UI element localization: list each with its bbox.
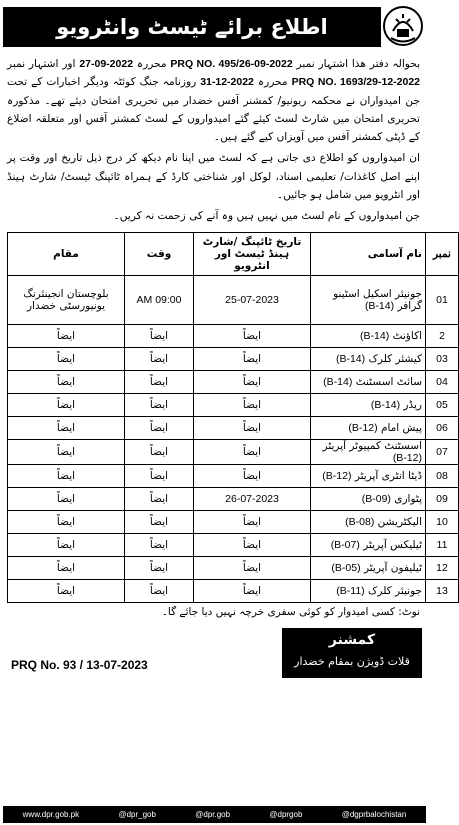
header-no: نمبر	[426, 232, 459, 275]
cell-no: 12	[426, 556, 459, 579]
cell-name	[311, 416, 426, 439]
cell-name	[311, 556, 426, 579]
cell-no: 01	[426, 275, 459, 324]
cell-venue: ایضاً	[8, 487, 125, 510]
cell-date: ایضاً	[194, 393, 311, 416]
cell-time: ایضاً	[125, 416, 194, 439]
post-grade: (B-12)	[392, 451, 422, 464]
cell-name	[311, 510, 426, 533]
cell-name	[311, 579, 426, 602]
post-name: اسسٹنٹ کمپیوٹر آپریٹر	[322, 439, 422, 452]
cell-venue: ایضاً	[8, 439, 125, 464]
cell-no: 09	[426, 487, 459, 510]
cell-time: ایضاً	[125, 464, 194, 487]
post-grade: (B-14)	[360, 329, 390, 342]
signatory-title: کمشنر	[328, 631, 376, 648]
table-header-row	[8, 232, 459, 275]
table-row	[8, 533, 459, 556]
post-name: ٹیلیفون آپریٹر	[363, 561, 422, 574]
advertisement-page	[3, 2, 451, 823]
prq-number: PRQ No. 93 / 13-07-2023	[11, 657, 148, 672]
cell-no: 05	[426, 393, 459, 416]
post-name: جونیئر کلرک	[368, 584, 422, 597]
reference-date-1: 27-09-2022	[79, 58, 134, 70]
header-date: تاریخ ٹائپنگ /شارٹ ہینڈ ٹیسٹ اور انٹرویو	[194, 232, 311, 275]
cell-venue: ایضاً	[8, 510, 125, 533]
dated-text: محررہ	[136, 58, 167, 70]
cell-date: 25-07-2023	[194, 275, 311, 324]
not-listed-paragraph: جن امیدواروں کے نام لسٹ میں نہیں ہیں وہ آنے کی زحمت نہ کریں۔	[113, 210, 420, 223]
footer	[3, 620, 426, 684]
cell-name	[311, 464, 426, 487]
table-row	[8, 579, 459, 602]
post-grade: (B-14)	[323, 375, 353, 388]
post-grade: (B-12)	[322, 469, 352, 482]
cell-no: 03	[426, 347, 459, 370]
cell-venue: ایضاً	[8, 370, 125, 393]
cell-date: ایضاً	[194, 324, 311, 347]
reference-paragraph	[3, 55, 426, 146]
table-row	[8, 275, 459, 324]
cell-date: ایضاً	[194, 439, 311, 464]
cell-time: ایضاً	[125, 370, 194, 393]
cell-time: ایضاً	[125, 393, 194, 416]
table-row	[8, 370, 459, 393]
cell-time: ایضاً	[125, 439, 194, 464]
post-name: ریڈر	[403, 398, 422, 411]
and-ad-text: اور اشتہار نمبر	[7, 58, 76, 70]
signatory-block	[282, 628, 422, 678]
post-name: کیشئر کلرک	[368, 352, 422, 365]
facebook-handle[interactable]: @dpr.gob	[195, 810, 231, 819]
prq-reference-2: PRQ NO. 1693/29-12-2022	[291, 76, 421, 89]
post-grade: (B-05)	[331, 561, 361, 574]
cell-name	[311, 370, 426, 393]
header-venue: مقام	[8, 232, 125, 275]
cell-time: ایضاً	[125, 487, 194, 510]
table-row	[8, 439, 459, 464]
post-name: جونیئر اسکیل اسٹینو گرافر	[333, 287, 422, 312]
table-row	[8, 487, 459, 510]
cell-date: ایضاً	[194, 370, 311, 393]
cell-name	[311, 533, 426, 556]
cell-venue: ایضاً	[8, 347, 125, 370]
post-grade: (B-08)	[345, 515, 375, 528]
cell-no: 11	[426, 533, 459, 556]
cell-date: ایضاً	[194, 533, 311, 556]
table-row	[8, 393, 459, 416]
cell-date: ایضاً	[194, 510, 311, 533]
cell-name	[311, 439, 426, 464]
youtube-handle[interactable]: @dgprbalochistan	[341, 810, 407, 819]
post-name: پٹواری	[394, 492, 422, 505]
schedule-table	[7, 232, 459, 603]
cell-time: ایضاً	[125, 556, 194, 579]
post-name: ٹیلیکس آپریٹر	[363, 538, 422, 551]
cell-venue: ایضاً	[8, 393, 125, 416]
instructions-paragraph: ان امیدواروں کو اطلاع دی جاتی ہے کہ لسٹ میں اپنا نام دیکھ کر درج ذیل تاریخ اور وقت پر اپنے اصل کاغذات/ تعلیمی اسناد، لوکل اور شناختی کارڈ کے ہمراہ ٹائپنگ ٹیسٹ/ شارٹ ہینڈ اور انٹرویو میں شامل ہو جائیں۔	[7, 152, 420, 202]
table-row	[8, 464, 459, 487]
table-row	[8, 416, 459, 439]
post-grade: (B-12)	[348, 421, 378, 434]
twitter-handle[interactable]: @dpr_gob	[118, 810, 156, 819]
cell-no: 10	[426, 510, 459, 533]
cell-time: ایضاً	[125, 533, 194, 556]
reference-text: بحوالہ دفتر ھذا اشتہار نمبر	[296, 58, 421, 70]
post-grade: (B-14)	[364, 299, 395, 312]
government-emblem-icon	[382, 5, 424, 47]
header-title: اطلاع برائے ٹیسٹ وانٹرویو	[3, 7, 381, 47]
table-row	[8, 510, 459, 533]
cell-time: ایضاً	[125, 510, 194, 533]
cell-name	[311, 487, 426, 510]
post-name: ڈیٹا انٹری آپریٹر	[354, 469, 422, 482]
cell-time: 09:00 AM	[125, 275, 194, 324]
cell-venue: ایضاً	[8, 556, 125, 579]
cell-name	[311, 275, 426, 324]
cell-date: ایضاً	[194, 464, 311, 487]
table-row	[8, 347, 459, 370]
post-grade: (B-07)	[330, 538, 360, 551]
cell-no: 07	[426, 439, 459, 464]
post-name: سائٹ اسسٹنٹ	[355, 375, 422, 388]
cell-name	[311, 324, 426, 347]
cell-no: 2	[426, 324, 459, 347]
header-time: وقت	[125, 232, 194, 275]
cell-no: 04	[426, 370, 459, 393]
post-name: الیکٹریشن	[377, 515, 422, 528]
cell-date: ایضاً	[194, 416, 311, 439]
cell-venue: ایضاً	[8, 533, 125, 556]
prq-reference-1: PRQ NO. 495/26-09-2022	[170, 58, 293, 70]
cell-date: 26-07-2023	[194, 487, 311, 510]
cell-no: 06	[426, 416, 459, 439]
cell-time: ایضاً	[125, 324, 194, 347]
cell-date: ایضاً	[194, 579, 311, 602]
cell-venue: ایضاً	[8, 579, 125, 602]
dated-text-2: محررہ	[257, 76, 288, 89]
signatory-subtitle: قلات ڈویژن بمقام خضدار	[294, 654, 410, 668]
cell-venue: ایضاً	[8, 464, 125, 487]
table-row	[8, 556, 459, 579]
cell-no: 08	[426, 464, 459, 487]
cell-date: ایضاً	[194, 556, 311, 579]
table-row	[8, 324, 459, 347]
instagram-handle[interactable]: @dprgob	[269, 810, 303, 819]
cell-venue: ایضاً	[8, 416, 125, 439]
travel-note: نوٹ: کسی امیدوار کو کوئی سفری خرچہ نہیں دیا جائے گا۔	[161, 605, 420, 618]
cell-time: ایضاً	[125, 347, 194, 370]
cell-name	[311, 393, 426, 416]
post-name: اکاؤنٹ	[392, 329, 422, 342]
cell-time: ایضاً	[125, 579, 194, 602]
header	[3, 2, 426, 48]
post-name: پیش امام	[380, 421, 422, 434]
reference-body: روزنامہ جنگ کوئٹہ ودیگر اخبارات کے تحت جن امیدواران نے محکمہ ریونیو/ کمشنر آفس خضدار میں تحریری امتحان دیئے تھے۔ مذکورہ تحریری امتحان میں شارٹ لسٹ کیئے گئے امیدواروں کے لسٹ کمشنر آفس اور متعلقہ اضلاع کے ڈپٹی کمشنر آفس میں آویزاں کیے گئے ہیں۔	[7, 76, 420, 144]
post-grade: (B-09)	[361, 492, 391, 505]
post-grade: (B-14)	[370, 398, 401, 411]
post-grade: (B-14)	[335, 352, 366, 365]
cell-venue: ایضاً	[8, 324, 125, 347]
website-link[interactable]: www.dpr.gob.pk	[22, 810, 80, 819]
cell-date: ایضاً	[194, 347, 311, 370]
cell-no: 13	[426, 579, 459, 602]
reference-date-2: 31-12-2022	[200, 76, 254, 89]
cell-name	[311, 347, 426, 370]
header-name: نام آسامی	[311, 232, 426, 275]
social-bar	[3, 806, 426, 823]
post-grade: (B-11)	[336, 584, 365, 597]
cell-venue: بلوچستان انجینئرنگ یونیورسٹی خضدار	[8, 275, 125, 324]
